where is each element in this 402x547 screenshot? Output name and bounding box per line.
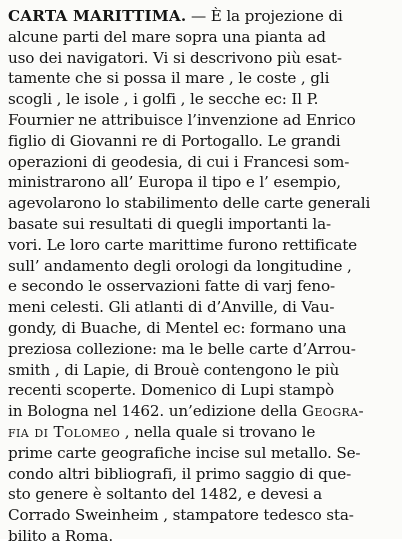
- text-line: bilito a Roma.: [8, 526, 114, 545]
- text-line: sto genere è soltanto del 1482, e devesi a: [8, 485, 323, 504]
- text-line: uso dei navigatori. Vi si descrivono più esat-: [8, 48, 342, 67]
- text-line: sull’ andamento degli orologi da longitudine ,: [8, 256, 352, 275]
- text-line: recenti scoperte. Domenico di Lupi stampò: [8, 381, 335, 400]
- text-line: ministrarono all’ Europa il tipo e l’ esempio,: [8, 173, 341, 192]
- entry-headword: CARTA MARITTIMA.: [8, 7, 187, 25]
- text-line: figlio di Giovanni re di Portogallo. Le grandi: [8, 131, 341, 150]
- text-line: basate sui resultati di quegli importanti la-: [8, 214, 331, 233]
- text-line: scogli , le isole , i golfi , le secche ec: Il P.: [8, 90, 319, 109]
- text-fragment: , nella quale si trovano le: [120, 422, 316, 441]
- text-line: prime carte geografiche incise sul metallo. Se-: [8, 443, 361, 462]
- encyclopedia-entry: [8, 6, 398, 547]
- text-line: condo altri bibliografi, il primo saggio di que-: [8, 464, 352, 483]
- text-line: alcune parti del mare sopra una pianta ad: [8, 27, 326, 46]
- small-caps-title: fia di Tolomeo: [8, 422, 121, 441]
- text-line: smith , di Lapie, di Brouè contengono le più: [8, 360, 340, 379]
- text-line: agevolarono lo stabilimento delle carte generali: [8, 194, 371, 213]
- text-line: meni celesti. Gli atlanti di d’Anville, di Vau-: [8, 298, 335, 317]
- text-line: gondy, di Buache, di Mentel ec: formano una: [8, 318, 347, 337]
- text-fragment: in Bologna nel 1462. un’edizione della: [8, 402, 302, 421]
- text-line: [8, 422, 398, 443]
- entry-text: — È la projezione di: [186, 7, 343, 25]
- small-caps-title: Geogra-: [301, 402, 365, 421]
- text-line: operazioni di geodesia, di cui i Francesi som-: [8, 152, 350, 171]
- text-line: Fournier ne attribuisce l’invenzione ad Enrico: [8, 110, 356, 129]
- text-line: tamente che si possa il mare , le coste , gli: [8, 69, 330, 88]
- text-line: [8, 401, 398, 422]
- text-line: [8, 6, 398, 27]
- text-line: preziosa collezione: ma le belle carte d’Arrou-: [8, 339, 356, 358]
- text-line: e secondo le osservazioni fatte di varj feno-: [8, 277, 335, 296]
- text-line: Corrado Sweinheim , stampatore tedesco sta-: [8, 506, 354, 525]
- text-line: vori. Le loro carte marittime furono rettificate: [8, 235, 358, 254]
